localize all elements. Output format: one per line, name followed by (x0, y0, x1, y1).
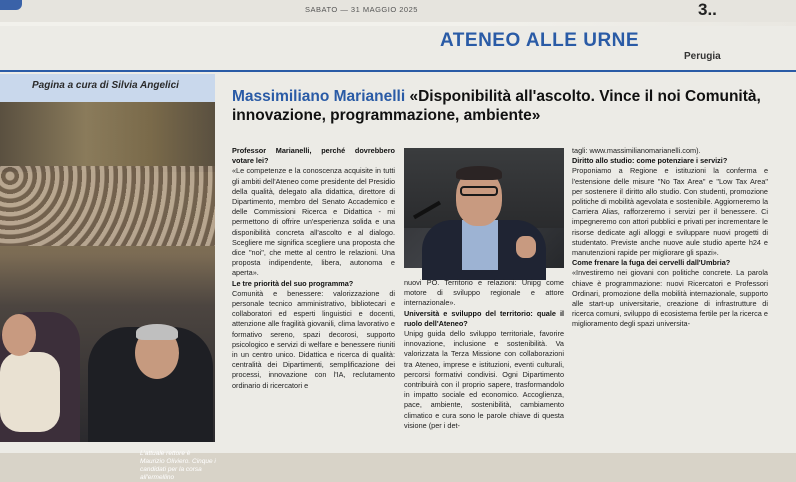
section-rule (0, 70, 796, 72)
masthead-logo-fragment (0, 0, 22, 10)
article-column-3 (572, 146, 768, 330)
photo-hand (516, 236, 536, 258)
section-title: ATENEO ALLE URNE (440, 30, 640, 51)
answer-4: Proponiamo a Regione e istituzioni la conferma e l'estensione delle misure "No Tax Area" e "Low Tax Area" per sostenere il diritto allo studio. Con studenti, promozione politiche di mobilità agevolata e sostenibile. Aggiorneremo la Carriera Alias, rafforzeremo i servizi per il benessere. Ci impegneremo con attori pubblici e privati per incrementare le risorse dedicate agli alloggi e sviluppare nuovi progetti di studentato. Previste anche nuove aule studio aperte h24 e manutenzioni rapide per migliorare gli spazi». (572, 166, 768, 258)
question-5: Come frenare la fuga dei cervelli dall'Umbria? (572, 258, 731, 268)
headline-quote: «Disponibilità all'ascolto. Vince il noi Comunità, innovazione, programmazione, ambiente» (232, 88, 761, 124)
answer-1: «Le competenze e la conoscenza acquisite in tutti gli ambiti dell'Ateneo come presidente del Presidio della qualità, delegato alla didattica, direttore di Dipartimento, membro del Senato Accademico e delle Commissioni Ricerca e Didattica - mi permettono di offrire un'esperienza solida e una disponibilità concreta all'ascolto e al dialogo. Scegliere me significa scegliere una proposta che dice "noi", che mette al centro le relazioni. Una proposta indipendente, libera, autonoma e aperta». (232, 166, 395, 278)
photo-ermine-collar (0, 352, 60, 432)
photo-crowd (0, 166, 215, 246)
article-headline (232, 88, 792, 125)
photo-glasses (460, 186, 498, 196)
photo-candidate-hair (456, 166, 502, 180)
photo-caption: L'attuale rettore è Maurizio Oliviero. Cinque i candidati per la corsa all'ermellino (140, 450, 216, 481)
page-header-bar (0, 0, 796, 23)
question-3: Università e sviluppo del territorio: quale il ruolo dell'Ateneo? (404, 308, 564, 328)
issue-date: SABATO — 31 MAGGIO 2025 (305, 5, 418, 14)
answer-5: «Investiremo nei giovani con politiche concrete. La parola chiave è programmazione: nuovi Ricercatori e Professori Ordinari, promozione della mobilità internazionale, supporto alle start-up universitarie, creazione di infrastrutture di ricerca comuni, sviluppo di ecosistema fertile per la ricerca e miglioramento degli spazi universita- (572, 268, 768, 329)
photo-shirt (462, 220, 498, 270)
curated-by-text: Pagina a cura di Silvia Angelici (32, 80, 179, 91)
ceremony-photo (0, 102, 216, 481)
photo-rector-hair (136, 324, 178, 340)
answer-2: Comunità e benessere: valorizzazione di personale tecnico amministrativo, bibliotecari e collaboratori ed esperti linguistici e docenti, attenzione alle fragilità giovanili, clima lavorativo e formativo sereno, spazi decorosi, supporto psicologico e servizi di welfare e benessere riuniti in un centro unico. Didattica e ricerca di qualità: centralità dei Dipartimenti, semplificazione dei processi, innovazione con l'IA, reclutamento ordinario di ricercatori e (232, 288, 395, 390)
question-2: Le tre priorità del suo programma? (232, 278, 354, 288)
curated-by-banner (0, 74, 215, 102)
article-column-1 (232, 146, 395, 391)
answer-2-continued: nuovi PO. Territorio e relazioni: Unipg come motore di sviluppo regionale e attore internazionale». (404, 278, 564, 308)
answer-3-continued: tagli: www.massimilianomarianelli.com). (572, 146, 701, 155)
header-shadow (0, 22, 796, 26)
photo-person-left (2, 314, 36, 356)
answer-3: Unipg guida dello sviluppo territoriale, favorire innovazione, inclusione e sostenibilità. Va valorizzata la Terza Missione con collaborazioni tra Ateneo, imprese e istituzioni, eventi culturali, percorsi formativi condivisi. Ogni Dipartimento contribuirà con il proprio sapere, trasformandolo in impatto sociale ed economico. Accoglienza, pace, ambiente, sostenibilità, cambiamento climatico e cura sono le parole chiave di questa visione (per i det- (404, 329, 564, 430)
headline-name: Massimiliano Marianelli (232, 88, 406, 105)
page-number: 3.. (698, 0, 717, 19)
photo-background-wall (0, 102, 215, 172)
section-city: Perugia (684, 51, 721, 62)
candidate-photo (404, 148, 564, 268)
question-1: Professor Marianelli, perché dovrebbero votare lei? (232, 146, 395, 166)
question-4: Diritto allo studio: come potenziare i servizi? (572, 156, 728, 166)
article-column-2 (404, 278, 564, 431)
